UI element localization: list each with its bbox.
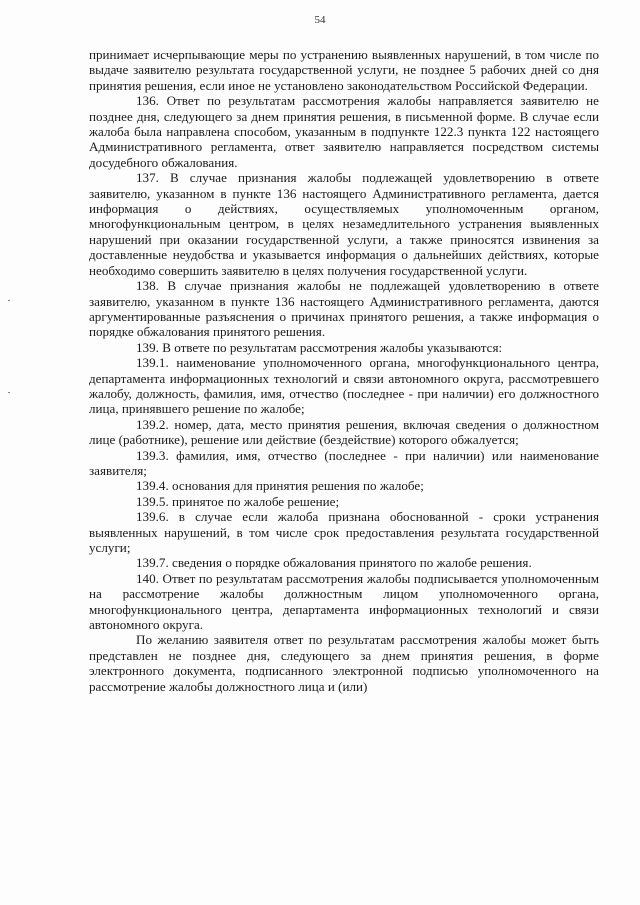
scan-mark — [8, 392, 10, 393]
paragraph-139-7: 139.7. сведения о порядке обжалования принятого по жалобе решения. — [136, 555, 532, 571]
paragraph-140: 140. Ответ по результатам рассмотрения жалобы подписывается уполномоченным на рассмотрение жалобы должностным лицом уполномоченного органа, многофункционального центра, департамента информационных технологий и связи автономного округа. — [89, 570, 599, 633]
paragraph-139-1: 139.1. наименование уполномоченного органа, многофункционального центра, департамента информационных технологий и связи автономного округа, рассмотревшего жалобу, должность, фамилия, имя, отчество (последнее - при наличии) его должностного лица, принявшего решение по жалобе; — [89, 355, 599, 417]
scan-mark — [8, 300, 10, 301]
paragraph-139-2: 139.2. номер, дата, место принятия решения, включая сведения о должностном лице (работнике), решение или действие (бездействие) которого обжалуется; — [89, 416, 599, 448]
document-body — [89, 47, 599, 694]
paragraph-139-4: 139.4. основания для принятия решения по жалобе; — [136, 478, 424, 494]
paragraph-139-3: 139.3. фамилия, имя, отчество (последнее - при наличии) или наименование заявителя; — [89, 447, 599, 478]
paragraph-136: 136. Ответ по результатам рассмотрения жалобы направляется заявителю не позднее дня, следующего за днем принятия решения, в письменной форме. В случае если жалоба была направлена способом, указанным в подпункте 122.3 пункта 122 настоящего Административного регламента, ответ заявителю направляется посредством системы досудебного обжалования. — [89, 93, 599, 170]
paragraph-electronic-response: По желанию заявителя ответ по результатам рассмотрения жалобы может быть представлен не позднее дня, следующего за днем принятия решения, в форме электронного документа, подписанного электронной подписью уполномоченного на рассмотрение жалобы должностного лица и (или) — [89, 632, 599, 694]
page-number: 54 — [314, 14, 326, 26]
paragraph-137: 137. В случае признания жалобы подлежащей удовлетворению в ответе заявителю, указанном в пункте 136 настоящего Административного регламента, дается информация о действиях, осуществляемых уполномоченным органом, многофункциональным центром, в целях незамедлительного устранения выявленных нарушений при оказании государственной услуги, а также приносятся извинения за доставленные неудобства и указывается информация о дальнейших действиях, которые необходимо совершить заявителю в целях получения государственной услуги. — [89, 170, 599, 278]
paragraph-139: 139. В ответе по результатам рассмотрения жалобы указываются: — [136, 339, 503, 355]
paragraph-continuation: принимает исчерпывающие меры по устранению выявленных нарушений, в том числе по выдаче заявителю результата государственной услуги, не позднее 5 рабочих дней со дня принятия решения, если иное не установлено законодательством Российской Федерации. — [89, 47, 599, 93]
paragraph-138: 138. В случае признания жалобы не подлежащей удовлетворению в ответе заявителю, указанном в пункте 136 настоящего Административного регламента, даются аргументированные разъяснения о причинах принятого решения, а также информация о порядке обжалования принятого решения. — [89, 278, 599, 340]
paragraph-139-6: 139.6. в случае если жалоба признана обоснованной - сроки устранения выявленных нарушений, в том числе срок предоставления результата государственной услуги; — [89, 509, 599, 555]
paragraph-139-5: 139.5. принятое по жалобе решение; — [136, 493, 340, 509]
